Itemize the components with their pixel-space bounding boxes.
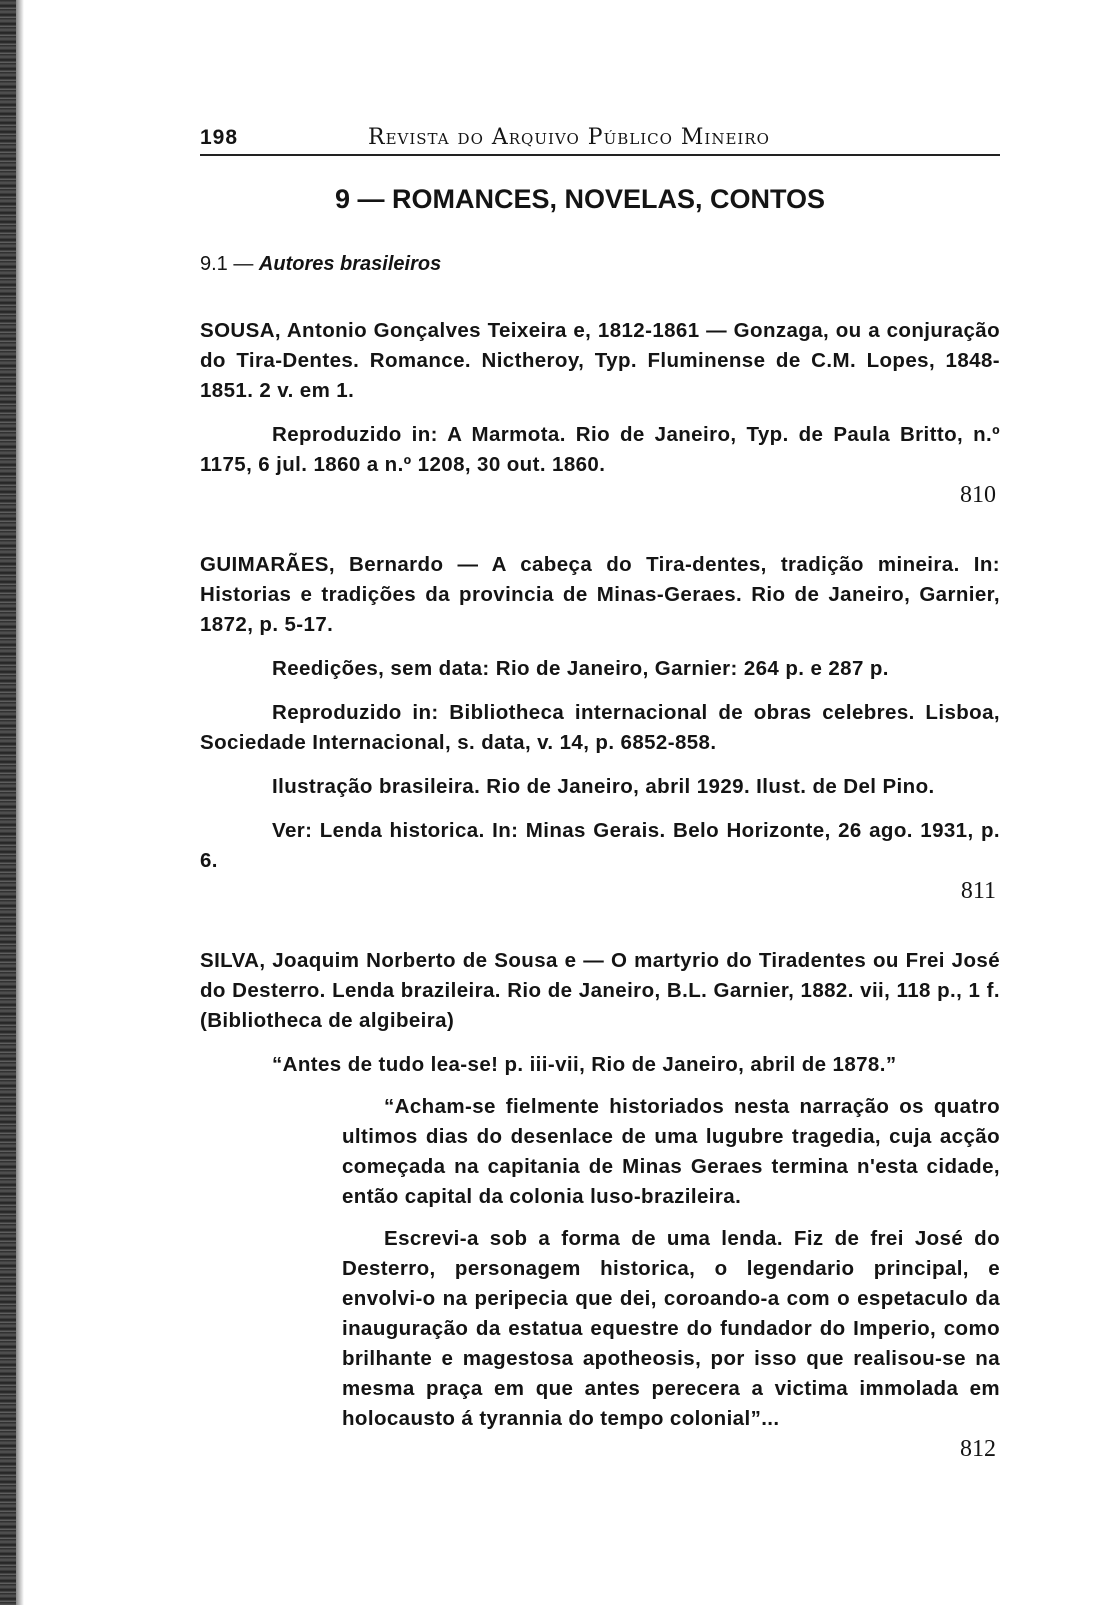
running-title: Revista do Arquivo Público Mineiro [368, 125, 770, 150]
subsection-heading [200, 253, 1000, 276]
subsection-title: Autores brasileiros [258, 253, 442, 275]
bibliography-entry-811 [200, 550, 1000, 906]
entry-number: 812 [960, 1436, 996, 1462]
page-number: 198 [200, 126, 239, 149]
entry-citation: SILVA, Joaquim Norberto de Sousa e — O martyrio do Tiradentes ou Frei José do Desterro. Lenda brazileira. Rio de Janeiro, B.L. Garnier, 1882. vii, 118 p., 1 f. (Bibliotheca de algibeira) [200, 949, 1000, 1032]
entry-quote: “Acham-se fielmente historiados nesta narração os quatro ultimos dias do desenlace de uma lugubre tragedia, cuja acção começada na capitania de Minas Geraes termina n'esta cidade, então capital da colonia luso-brazileira. [342, 1095, 1000, 1208]
entry-note: Reproduzido in: A Marmota. Rio de Janeiro, Typ. de Paula Britto, n.º 1175, 6 jul. 1860 a n.º 1208, 30 out. 1860. [200, 423, 1000, 476]
book-gutter-shadow [16, 0, 24, 1605]
page-header [200, 110, 1000, 156]
entry-number: 811 [960, 878, 996, 904]
entry-note: “Antes de tudo lea-se! p. iii-vii, Rio de Janeiro, abril de 1878.” [272, 1053, 897, 1076]
entry-note: Reproduzido in: Bibliotheca internacional de obras celebres. Lisboa, Sociedade Internacional, s. data, v. 14, p. 6852-858. [200, 701, 1000, 754]
entry-note: Ilustração brasileira. Rio de Janeiro, abril 1929. Ilust. de Del Pino. [272, 775, 935, 798]
entry-citation: SOUSA, Antonio Gonçalves Teixeira e, 1812-1861 — Gonzaga, ou a conjuração do Tira-Dentes. Romance. Nictheroy, Typ. Fluminense de C.M. Lopes, 1848-1851. 2 v. em 1. [200, 319, 1000, 402]
subsection-number: 9.1 — [200, 253, 259, 275]
bibliography-entry-810 [200, 316, 1000, 510]
entry-citation: GUIMARÃES, Bernardo — A cabeça do Tira-dentes, tradição mineira. In: Historias e tradições da provincia de Minas-Geraes. Rio de Janeiro, Garnier, 1872, p. 5-17. [200, 553, 1000, 636]
page [200, 110, 1000, 1464]
bibliography-entry-812 [200, 946, 1000, 1464]
entry-quote: Escrevi-a sob a forma de uma lenda. Fiz de frei José do Desterro, personagem historica, o legendario principal, e envolvi-o na peripecia que dei, coroando-a com o espetaculo da inauguração da estatua equestre do fundador do Imperio, como brilhante e magestosa apotheosis, por isso que realisou-se na mesma praça em que antes perecera a victima immolada em holocausto á tyrannia do tempo colonial”... [342, 1227, 1000, 1430]
entry-note: Reedições, sem data: Rio de Janeiro, Garnier: 264 p. e 287 p. [272, 657, 889, 680]
entry-note: Ver: Lenda historica. In: Minas Gerais. Belo Horizonte, 26 ago. 1931, p. 6. [200, 819, 1000, 872]
book-spine-shadow [0, 0, 16, 1605]
entry-number: 810 [960, 482, 996, 508]
section-title: 9 — ROMANCES, NOVELAS, CONTOS [334, 184, 826, 214]
